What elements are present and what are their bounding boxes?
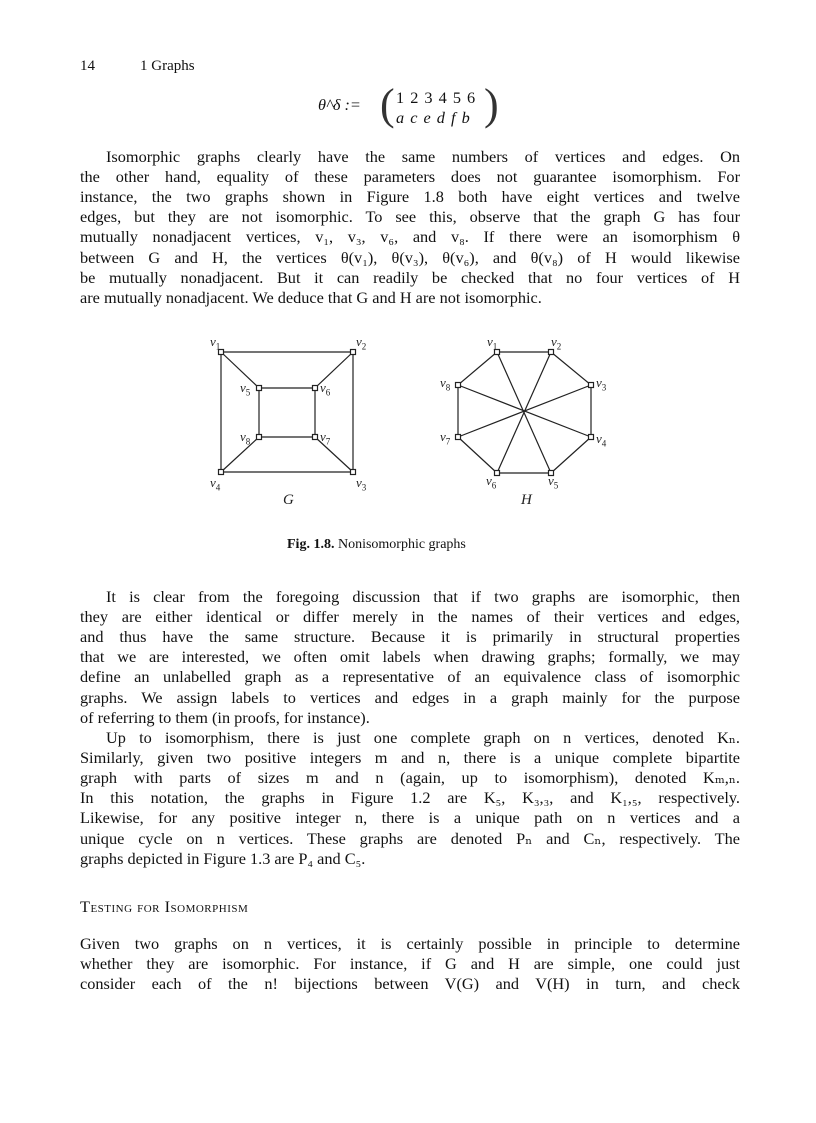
vertex: [351, 350, 356, 355]
figure-caption: [287, 535, 466, 555]
G-vertex-label: $v_2$: [356, 334, 367, 352]
edge: [458, 437, 497, 473]
H-vertex-label: $v_1$: [487, 334, 498, 352]
G-vertex-label: $v_5$: [240, 380, 251, 398]
matrix-bottom-row: a c e d f b: [396, 108, 471, 127]
caption-text: Nonisomorphic graphs: [337, 537, 466, 552]
page-number: 14: [80, 58, 95, 74]
graph-H: [456, 350, 594, 476]
text-line: whether they are isomorphic. For instance, if G and H are simple, one could just: [80, 954, 740, 974]
text-line: unique cycle on n vertices. These graphs are denoted Pₙ and Cₙ, respectively. The: [80, 828, 740, 848]
text-line: Likewise, for any positive integer n, there is a unique path on n vertices and a: [80, 808, 740, 828]
text-line: It is clear from the foregoing discussion that if two graphs are isomorphic, then: [106, 587, 740, 606]
text-line: define an unlabelled graph as a representative of an equivalence class of isomorphic: [80, 667, 740, 687]
graph-H-label: H: [521, 492, 532, 508]
text-line: are mutually nonadjacent. We deduce that G and H are not isomorphic.: [80, 287, 542, 307]
vertex: [589, 435, 594, 440]
edge: [551, 437, 591, 473]
H-vertex-label: $v_5$: [548, 473, 559, 491]
vertex: [351, 470, 356, 475]
left-paren: (: [380, 80, 395, 129]
vertex: [313, 435, 318, 440]
H-vertex-label: $v_7$: [440, 429, 451, 447]
text-line: graphs depicted in Figure 1.3 are P₄ and C₅.: [80, 848, 366, 868]
section-heading: Testing for Isomorphism: [80, 897, 249, 916]
text-line: Isomorphic graphs clearly have the same numbers of vertices and edges. On: [106, 147, 740, 166]
text-line: consider each of the n! bijections between V(G) and V(H) in turn, and check: [80, 974, 740, 994]
text-line: Up to isomorphism, there is just one complete graph on n vertices, denoted Kₙ.: [106, 728, 740, 747]
G-vertex-label: $v_4$: [210, 475, 221, 493]
G-vertex-label: $v_1$: [210, 334, 221, 352]
H-vertex-label: $v_6$: [486, 473, 497, 491]
graph-G-label: G: [283, 492, 294, 508]
right-paren: ): [484, 80, 499, 129]
edge: [458, 352, 497, 385]
H-vertex-label: $v_3$: [596, 375, 607, 393]
text-line: and thus have the same structure. Because it is primarily in structural properties: [80, 627, 740, 647]
text-line: of referring to them (in proofs, for instance).: [80, 707, 370, 727]
text-line: between G and H, the vertices θ(v₁), θ(v₃), θ(v₆), and θ(v₈) of H would likewise: [80, 247, 740, 267]
graph-G: [219, 350, 356, 475]
vertex: [257, 386, 262, 391]
vertex: [257, 435, 262, 440]
text-line: they are either identical or differ merely in the names of their vertices and edges,: [80, 607, 740, 627]
text-line: graphs. We assign labels to vertices and edges in a graph mainly for the purpose: [80, 687, 740, 707]
text-line: edges, but they are not isomorphic. To see this, observe that the graph G has four: [80, 207, 740, 227]
G-vertex-label: $v_3$: [356, 475, 367, 493]
vertex: [589, 383, 594, 388]
H-vertex-label: $v_2$: [551, 334, 562, 352]
vertex: [313, 386, 318, 391]
vertex: [456, 435, 461, 440]
text-line: Similarly, given two positive integers m and n, there is a unique complete bipartite: [80, 748, 740, 768]
running-header: 1 Graphs: [140, 58, 195, 74]
text-line: instance, the two graphs shown in Figure 1.8 both have eight vertices and twelve: [80, 187, 740, 207]
vertex: [456, 383, 461, 388]
text-line: be mutually nonadjacent. But it can readily be checked that no four vertices of H: [80, 267, 740, 287]
G-vertex-label: $v_8$: [240, 429, 251, 447]
H-vertex-label: $v_4$: [596, 431, 607, 449]
G-vertex-label: $v_7$: [320, 429, 331, 447]
text-line: graph with parts of sizes m and n (again, up to isomorphism), denoted Kₘ,ₙ.: [80, 768, 740, 788]
text-line: that we are interested, we often omit labels when drawing graphs; formally, we may: [80, 647, 740, 667]
matrix-top-row: 1 2 3 4 5 6: [396, 88, 477, 107]
H-vertex-label: $v_8$: [440, 375, 451, 393]
text-line: the other hand, equality of these parameters does not guarantee isomorphism. For: [80, 167, 740, 187]
text-line: Given two graphs on n vertices, it is certainly possible in principle to determine: [80, 934, 740, 953]
text-line: mutually nonadjacent vertices, v₁, v₃, v₆, and v₈. If there were an isomorphism θ: [80, 227, 740, 247]
edge: [551, 352, 591, 385]
G-vertex-label: $v_6$: [320, 380, 331, 398]
vertex: [219, 470, 224, 475]
equation-lhs: θ^δ :=: [318, 95, 361, 114]
text-line: In this notation, the graphs in Figure 1.2 are K₅, K₃,₃, and K₁,₅, respectively.: [80, 788, 740, 808]
caption-label: Fig. 1.8.: [287, 537, 335, 552]
